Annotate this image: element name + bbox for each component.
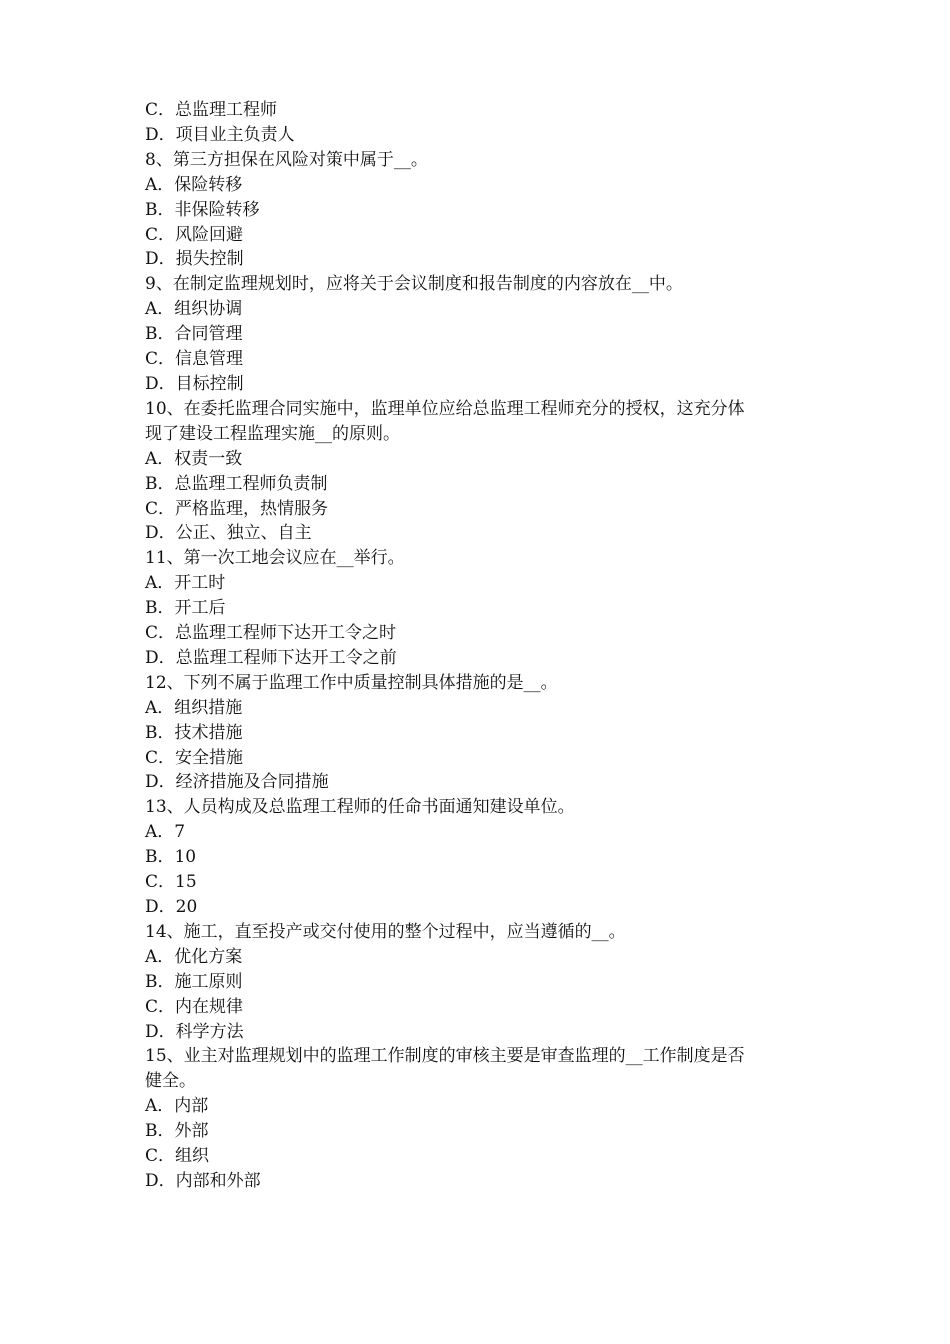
option-line: A．组织协调 [145,299,243,320]
option-line: B．外部 [145,1121,209,1142]
option-line: C．总监理工程师下达开工令之时 [145,623,397,644]
question-line: 健全。 [145,1071,196,1092]
option-line: B．合同管理 [145,324,243,345]
option-line: D．目标控制 [145,373,244,394]
option-line: D．公正、独立、自主 [145,523,312,544]
option-line: D．总监理工程师下达开工令之前 [145,647,397,668]
option-line: B．开工后 [145,598,226,619]
option-line: C．15 [145,872,197,893]
option-line: A．开工时 [145,573,226,594]
option-line: A．内部 [145,1096,209,1117]
option-line: B．10 [145,847,197,868]
option-line: A．组织措施 [145,697,243,718]
question-line: 现了建设工程监理实施__的原则。 [145,423,400,444]
question-line: 12、下列不属于监理工作中质量控制具体措施的是__。 [145,672,558,693]
option-line: A．7 [145,822,186,843]
option-line: C．严格监理，热情服务 [145,498,329,519]
option-line: D．损失控制 [145,249,244,270]
question-line: 15、业主对监理规划中的监理工作制度的审核主要是审查监理的__工作制度是否 [145,1046,745,1067]
option-line: C．内在规律 [145,996,244,1017]
option-line: B．非保险转移 [145,199,260,220]
document-page [145,98,810,1194]
option-line: C．信息管理 [145,349,244,370]
question-line: 13、人员构成及总监理工程师的任命书面通知建设单位。 [145,797,575,818]
option-line: A．优化方案 [145,946,243,967]
option-line: D．经济措施及合同措施 [145,772,329,793]
question-line: 11、第一次工地会议应在__举行。 [145,548,405,569]
option-line: D．20 [145,897,198,917]
option-line: B．施工原则 [145,971,243,992]
question-line: 14、施工，直至投产或交付使用的整个过程中，应当遵循的__。 [145,921,626,942]
option-line: A．保险转移 [145,174,243,195]
option-line: C．组织 [145,1146,210,1167]
question-line: 9、在制定监理规划时，应将关于会议制度和报告制度的内容放在__中。 [145,274,683,295]
option-line: B．总监理工程师负责制 [145,473,328,494]
option-line: B．技术措施 [145,722,243,743]
option-line: C．安全措施 [145,747,244,768]
question-line: 10、在委托监理合同实施中，监理单位应给总监理工程师充分的授权，这充分体 [145,398,745,419]
option-line: D．科学方法 [145,1021,244,1042]
question-line: 8、第三方担保在风险对策中属于__。 [145,149,428,170]
option-line: A．权责一致 [145,448,243,469]
option-line: C．风险回避 [145,224,244,245]
option-line: C．总监理工程师 [145,100,278,120]
option-line: D．项目业主负责人 [145,124,295,145]
option-line: D．内部和外部 [145,1170,261,1191]
